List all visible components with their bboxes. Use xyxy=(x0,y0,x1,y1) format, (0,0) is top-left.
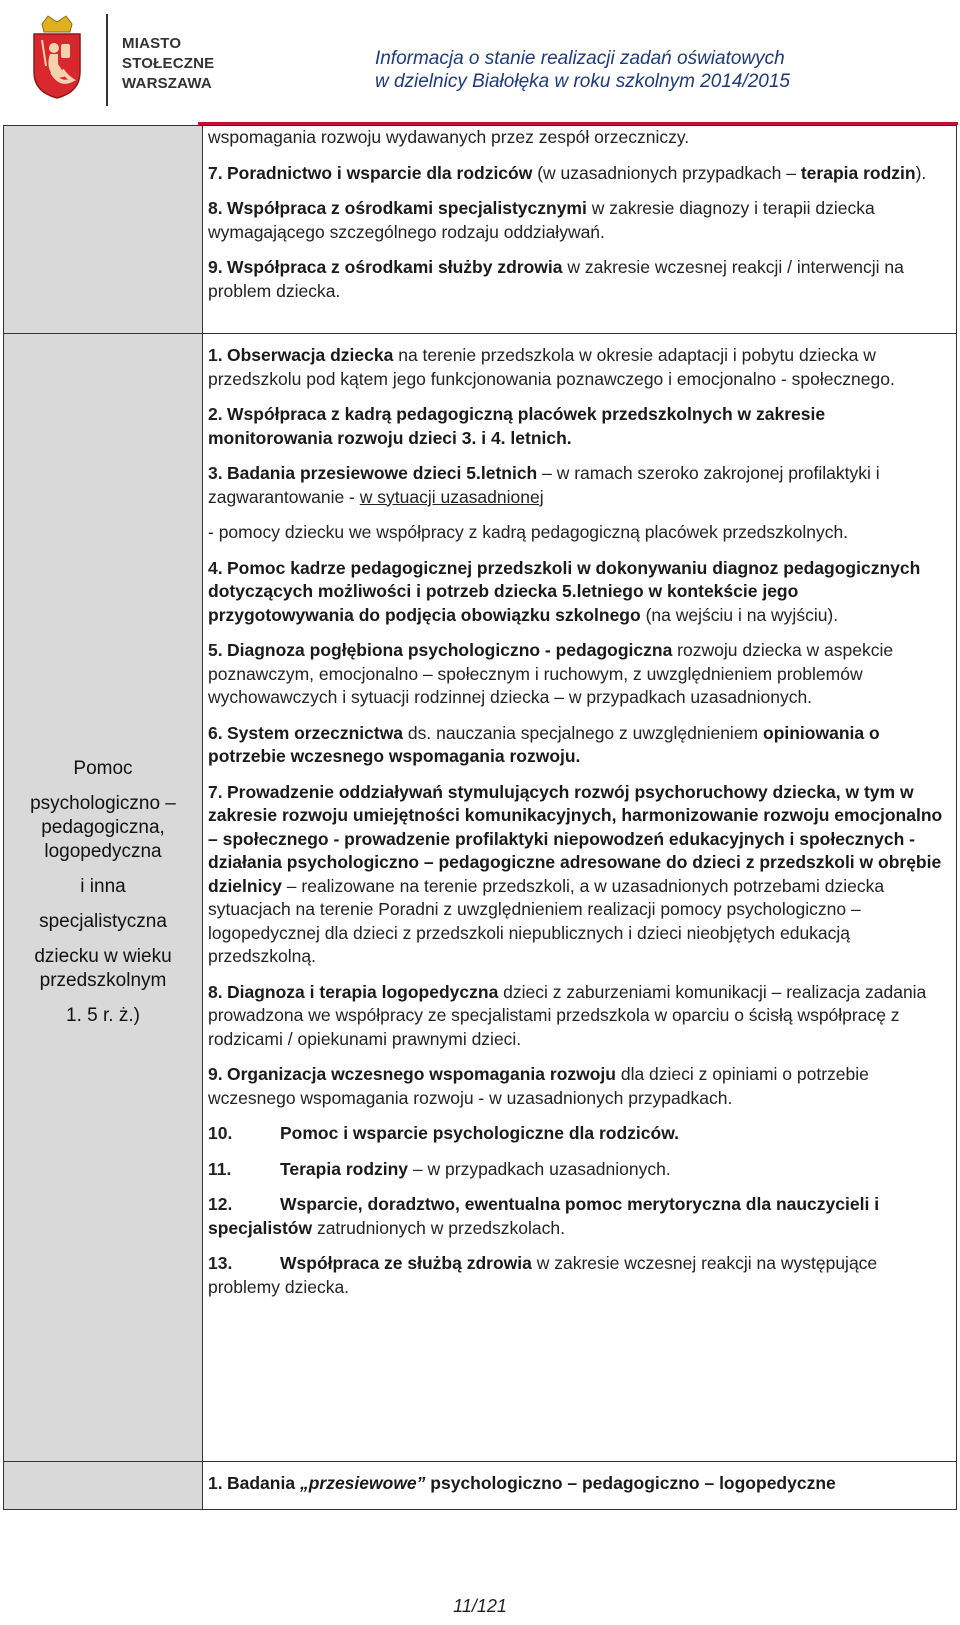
list-item xyxy=(208,403,948,450)
item-title: Badania xyxy=(227,1473,300,1493)
item-title: terapia rodzin xyxy=(800,162,916,183)
item-title: Współpraca z ośrodkami służby zdrowia xyxy=(227,257,563,277)
city-name-line: WARSZAWA xyxy=(122,75,212,92)
warsaw-coat-of-arms-icon xyxy=(28,14,86,100)
category-cell xyxy=(4,126,203,334)
document-title-line: w dzielnicy Białołęka w roku szkolnym 2014/2015 xyxy=(374,71,790,92)
list-item xyxy=(208,639,948,710)
page-number: 11/121 xyxy=(453,1596,507,1616)
item-text: dzieci z zaburzeniami komunikacji – realizacja zadania prowadzona we współpracy ze specjalistami przedszkola w oparciu o ścisłą współpracę z rodzicami / opiekunami prawnymi dzieci. xyxy=(208,981,927,1049)
item-title: Terapia rodziny xyxy=(280,1158,409,1179)
tasks-cell xyxy=(203,126,957,334)
item-number: 13. xyxy=(208,1253,233,1273)
item-number: 5. xyxy=(208,640,223,660)
item-text: – w przypadkach uzasadnionych. xyxy=(408,1158,671,1179)
category-label xyxy=(5,757,201,1028)
item-text: ). xyxy=(915,162,927,183)
city-name-line: MIASTO xyxy=(122,35,182,52)
item-title: Współpraca z ośrodkami specjalistycznymi xyxy=(227,198,587,218)
list-item xyxy=(208,1158,948,1182)
list-item-continuation xyxy=(208,126,948,150)
item-number: 7. xyxy=(208,781,223,802)
item-title: Współpraca ze służbą zdrowia xyxy=(280,1253,532,1273)
category-text: psychologiczno – pedagogiczna, logopedyczna xyxy=(30,792,176,862)
list-item xyxy=(208,1063,948,1110)
item-title: Prowadzenie oddziaływań stymulujących rozwój psychoruchowy dziecka, w tym w zakresie rozwoju umiejętności komunikacyjnych, harmonizowanie rozwoju emocjonalno – społecznego - prowadzenie profilaktyki niepowodzeń edukacyjnych i społecznych - działania psychologiczno – pedagogiczne adresowane do dzieci z przedszkoli w obrębie dzielnicy xyxy=(208,781,943,896)
list-item xyxy=(208,1193,948,1240)
item-text: - pomocy dziecku we współpracy z kadrą pedagogiczną placówek przedszkolnych. xyxy=(208,522,849,542)
list-item xyxy=(208,1472,948,1496)
page-header xyxy=(0,0,960,125)
item-number: 11. xyxy=(208,1158,232,1179)
item-text: w zakresie wczesnej reakcji na występujące problemy dziecka. xyxy=(208,1253,878,1297)
item-text: rozwoju dziecka w aspekcie poznawczym, emocjonalno – społecznym i ruchowym, z uwzględnieniem problemów wychowawczych i sytuacji rodzinnej dziecka – w przypadkach uzasadnionych. xyxy=(208,640,894,707)
list-item xyxy=(208,557,948,628)
item-text: ds. nauczania specjalnego z uwzględnieniem xyxy=(403,722,763,743)
item-text: (w uzasadnionych przypadkach – xyxy=(532,162,801,183)
category-text: 1. 5 r. ż.) xyxy=(66,1004,140,1026)
category-text: i inna xyxy=(80,875,126,897)
table-row xyxy=(4,334,957,1462)
item-number: 8. xyxy=(208,198,223,218)
item-text: – realizowane na terenie przedszkoli, a w uzasadnionych potrzebami dziecka sytuacjach na terenie Poradni z uwzględnieniem realizacji pomocy psychologiczno – logopedycznej dla dzieci z przedszkoli niepublicznych i dzieci nieobjętych edukacją przedszkolną. xyxy=(208,875,885,966)
item-number: 7. xyxy=(208,162,223,183)
category-text: dziecku w wieku przedszkolnym xyxy=(34,945,172,991)
list-item-continuation xyxy=(208,521,948,545)
item-title: Pomoc kadrze pedagogicznej przedszkoli w dokonywaniu diagnoz pedagogicznych dotyczących możliwości i potrzeb dziecka 5.letniego w kontekście jego przygotowywania do podjęcia obowiązku szkolnego xyxy=(208,557,921,625)
document-title xyxy=(375,47,790,93)
document-title-line: Informacja o stanie realizacji zadań oświatowych xyxy=(374,48,785,69)
category-cell xyxy=(4,334,203,1462)
item-title: Diagnoza i terapia logopedyczna xyxy=(227,981,499,1002)
item-text-underlined: w sytuacji uzasadnionej xyxy=(359,486,544,507)
logo-divider xyxy=(106,14,108,106)
item-title: Wsparcie, doradztwo, ewentualna pomoc merytoryczna dla nauczycieli i specjalistów xyxy=(208,1194,880,1238)
item-number: 1. xyxy=(208,345,223,365)
category-text: specjalistyczna xyxy=(39,910,167,932)
item-text: w zakresie diagnozy i terapii dziecka wymagającego szczególnego rodzaju oddziaływań. xyxy=(208,198,875,242)
list-item xyxy=(208,162,948,186)
category-cell xyxy=(4,1462,203,1510)
item-title: psychologiczno – pedagogiczno – logopedyczne xyxy=(425,1473,836,1493)
item-number: 3. xyxy=(208,463,223,483)
item-title: Obserwacja dziecka xyxy=(227,345,394,365)
list-item xyxy=(208,256,948,303)
item-number: 12. xyxy=(208,1194,233,1214)
item-title-italic: „przesiewowe” xyxy=(299,1473,426,1493)
item-number: 9. xyxy=(208,257,223,277)
item-number: 4. xyxy=(208,557,223,578)
item-text: zatrudnionych w przedszkolach. xyxy=(312,1217,565,1238)
list-item xyxy=(208,344,948,391)
item-text: (na wejściu i na wyjściu). xyxy=(640,604,839,625)
item-text: – w ramach szeroko zakrojonej profilaktyki i zagwarantowanie - xyxy=(208,463,880,507)
list-item xyxy=(208,781,948,969)
item-text: dla dzieci z opiniami o potrzebie wczesnego wspomagania rozwoju - w uzasadnionych przypadkach. xyxy=(208,1064,869,1108)
item-title: Poradnictwo i wsparcie dla rodziców xyxy=(227,162,533,183)
item-number: 9. xyxy=(208,1064,223,1084)
content-table xyxy=(3,125,957,1510)
item-number: 2. xyxy=(208,404,223,424)
category-text: Pomoc xyxy=(73,757,133,779)
item-text: na terenie przedszkola w okresie adaptacji i pobytu dziecka w przedszkolu pod kątem jego funkcjonowania poznawczego i emocjonalno - społecznego. xyxy=(208,345,895,389)
city-name-line: STOŁECZNE xyxy=(122,55,215,72)
item-number: 6. xyxy=(208,722,223,743)
item-title: opiniowania o potrzebie wczesnego wspomagania rozwoju. xyxy=(208,722,880,766)
item-number: 10. xyxy=(208,1123,233,1143)
tasks-cell xyxy=(203,1462,957,1510)
list-item xyxy=(208,1252,948,1299)
city-name xyxy=(122,34,214,94)
item-text: w zakresie wczesnej reakcji / interwencji na problem dziecka. xyxy=(208,257,904,301)
list-item xyxy=(208,462,948,509)
item-title: Badania przesiewowe dzieci 5.letnich xyxy=(227,463,538,483)
tasks-cell xyxy=(203,334,957,1462)
table-row xyxy=(4,126,957,334)
list-item xyxy=(208,722,948,769)
list-item xyxy=(208,1122,948,1146)
item-title: Pomoc i wsparcie psychologiczne dla rodziców. xyxy=(280,1123,680,1143)
item-number: 1. xyxy=(208,1473,223,1493)
item-title: Współpraca z kadrą pedagogiczną placówek przedszkolnych w zakresie monitorowania rozwoju dzieci 3. i 4. letnich. xyxy=(208,404,826,448)
item-number: 8. xyxy=(208,981,223,1002)
table-row xyxy=(4,1462,957,1510)
item-text: wspomagania rozwoju wydawanych przez zespół orzeczniczy. xyxy=(208,127,690,147)
list-item xyxy=(208,981,948,1052)
item-title: Diagnoza pogłębiona psychologiczno - pedagogiczna xyxy=(227,640,673,660)
item-title: Organizacja wczesnego wspomagania rozwoju xyxy=(227,1064,616,1084)
list-item xyxy=(208,197,948,244)
item-title: System orzecznictwa xyxy=(227,722,404,743)
